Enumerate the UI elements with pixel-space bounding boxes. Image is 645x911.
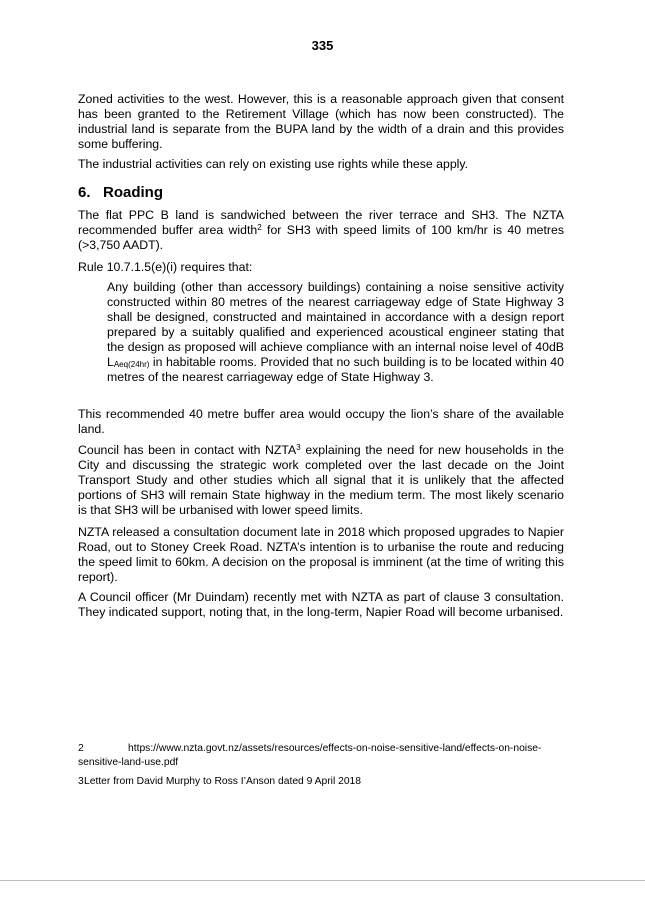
quote-text: Any building (other than accessory buildings) containing a noise sensitive activity constructed within 80 metres of the nearest carriageway edge of State Highway 3 shall be designed, constructed and maintained in accordance with a design report prepared by a suitably qualified and experienced acoustical engineer stating that the design as proposed will achieve compliance with an internal noise level of 40dB L xyxy=(107,280,564,369)
paragraph-buffer-area xyxy=(78,208,564,253)
footnote-ref-2: 2 xyxy=(257,223,262,232)
rule-quote xyxy=(107,280,564,385)
section-number: 6. xyxy=(78,184,91,201)
paragraph-text: for SH3 with speed limits of 100 km/hr is 40 metres (>3,750 AADT). xyxy=(78,223,564,252)
paragraph-buffer-share: This recommended 40 metre buffer area would occupy the lion’s share of the available land. xyxy=(78,407,564,436)
paragraph-council-contact xyxy=(78,443,564,518)
section-title: Roading xyxy=(103,184,163,201)
section-heading-roading xyxy=(78,184,163,201)
footnote-separator xyxy=(78,735,238,736)
quote-subscript: Aeq(24hr) xyxy=(113,360,150,369)
footnote-3 xyxy=(78,775,564,789)
paragraph-text: Council has been in contact with NZTA xyxy=(78,443,297,457)
page-bottom-border xyxy=(0,880,645,881)
paragraph-zoned-activities: Zoned activities to the west. However, this is a reasonable approach given that consent has been granted to the Retirement Village (which has now been constructed). The industrial land is separate from the BUPA land by the width of a drain and this provides some buffering. xyxy=(78,92,564,151)
paragraph-consultation-document: NZTA released a consultation document late in 2018 which proposed upgrades to Napier Road, out to Stoney Creek Road. NZTA’s intention is to urbanise the route and reducing the speed limit to 60km. A decision on the proposal is imminent (at the time of writing this report). xyxy=(78,525,564,584)
quote-text: in habitable rooms. Provided that no such building is to be located within 40 metres of the nearest carriageway edge of State Highway 3. xyxy=(107,355,564,384)
paragraph-text: explaining the need for new households in the City and discussing the strategic work completed over the last decade on the Joint Transport Study and other studies which all signal that it is unlikely that the affected portions of SH3 will remain State highway in the medium term. The most likely scenario is that SH3 will be urbanised with lower speed limits. xyxy=(78,443,565,517)
paragraph-existing-use-rights: The industrial activities can rely on existing use rights while these apply. xyxy=(78,157,469,171)
paragraph-text: The flat PPC B land is sandwiched between the river terrace and SH3. The NZTA recommended buffer area width xyxy=(78,208,564,237)
page-number: 335 xyxy=(311,38,334,53)
footnote-number: 2 xyxy=(78,743,84,754)
paragraph-council-officer: A Council officer (Mr Duindam) recently met with NZTA as part of clause 3 consultation. They indicated support, noting that, in the long-term, Napier Road will become urbanised. xyxy=(78,590,564,619)
footnote-text: Letter from David Murphy to Ross I’Anson dated 9 April 2018 xyxy=(84,776,362,787)
footnote-ref-3: 3 xyxy=(296,443,301,452)
footnote-number: 3 xyxy=(78,776,84,787)
footnote-link-text: https://www.nzta.govt.nz/assets/resources/effects-on-noise-sensitive-land/effects-on-noise-sensitive-land-use.pdf xyxy=(78,743,542,768)
paragraph-rule-intro: Rule 10.7.1.5(e)(i) requires that: xyxy=(78,260,253,274)
footnote-2 xyxy=(78,742,564,770)
